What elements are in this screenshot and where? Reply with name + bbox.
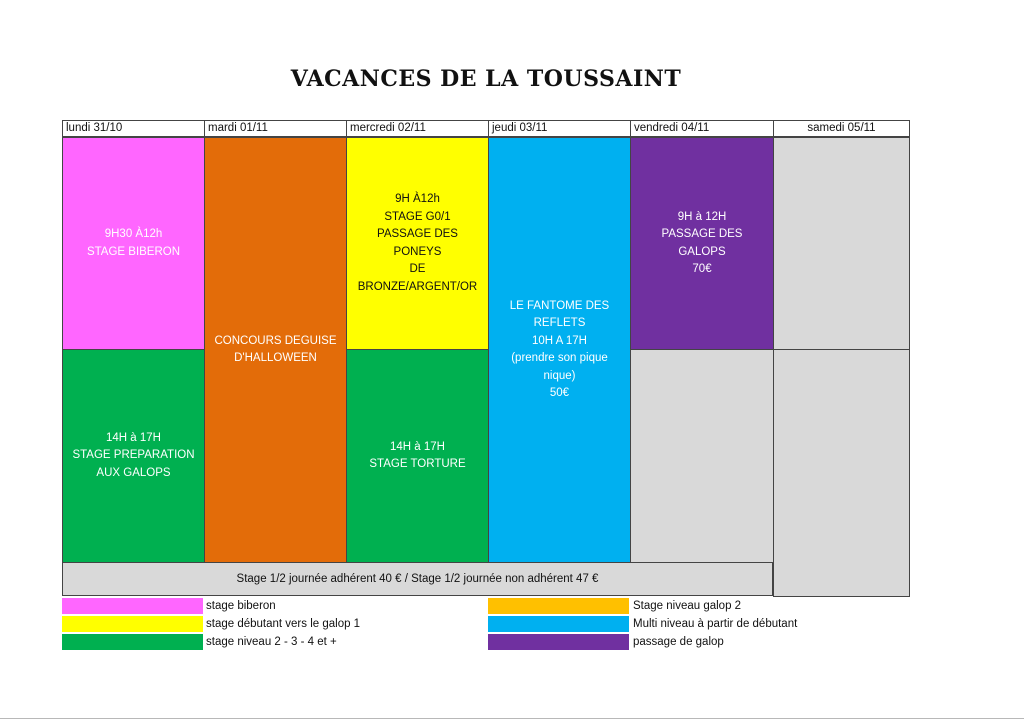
mercredi-morning-text: 9H À12h STAGE G0/1 PASSAGE DES PONEYS DE BRONZE/ARGENT/OR: [357, 193, 478, 293]
legend-label-galop2: Stage niveau galop 2: [633, 600, 742, 612]
bottom-divider: [0, 718, 1024, 719]
mardi-allday-text: CONCOURS DEGUISE D'HALLOWEEN: [214, 334, 337, 364]
vendredi-afternoon-empty: [630, 349, 774, 563]
vendredi-morning-text: 9H à 12H PASSAGE DES GALOPS 70€: [661, 210, 743, 275]
legend-swatch-niveau: [62, 634, 203, 650]
lundi-morning-text: 9H30 À12h STAGE BIBERON: [86, 228, 181, 258]
price-note: [62, 562, 773, 596]
mercredi-afternoon-text: 14H à 17H STAGE TORTURE: [369, 440, 466, 470]
day-header-vendredi: vendredi 04/11: [630, 120, 774, 137]
legend-label-biberon: stage biberon: [206, 600, 276, 612]
legend-label-multi: Multi niveau à partir de débutant: [633, 618, 798, 630]
legend-swatch-biberon: [62, 598, 203, 614]
samedi-morning-empty: [773, 137, 910, 350]
legend-label-debutant: stage débutant vers le galop 1: [206, 618, 361, 630]
lundi-morning-block: [62, 137, 205, 350]
legend-swatch-passage: [488, 634, 629, 650]
jeudi-allday-block: [488, 137, 631, 563]
lundi-afternoon-block: [62, 349, 205, 563]
legend-label-niveau: stage niveau 2 - 3 - 4 et +: [206, 636, 337, 648]
legend-swatch-debutant: [62, 616, 203, 632]
jeudi-allday-text: LE FANTOME DES REFLETS 10H A 17H (prendre son pique nique) 50€: [509, 299, 610, 399]
page-title: VACANCES DE LA TOUSSAINT: [290, 66, 682, 92]
samedi-afternoon-empty: [773, 349, 910, 597]
legend-swatch-galop2: [488, 598, 629, 614]
vendredi-morning-block: [630, 137, 774, 350]
mercredi-afternoon-block: [346, 349, 489, 563]
lundi-afternoon-text: 14H à 17H STAGE PREPARATION AUX GALOPS: [72, 431, 195, 479]
day-header-lundi: lundi 31/10: [62, 120, 205, 137]
day-header-mardi: mardi 01/11: [204, 120, 347, 137]
mercredi-morning-block: [346, 137, 489, 350]
price-note-text: Stage 1/2 journée adhérent 40 € / Stage 1/2 journée non adhérent 47 €: [236, 573, 599, 585]
day-header-samedi: samedi 05/11: [773, 120, 910, 137]
legend-label-passage: passage de galop: [633, 636, 724, 648]
legend-swatch-multi: [488, 616, 629, 632]
day-header-mercredi: mercredi 02/11: [346, 120, 489, 137]
mardi-allday-block: [204, 137, 347, 563]
day-header-jeudi: jeudi 03/11: [488, 120, 631, 137]
